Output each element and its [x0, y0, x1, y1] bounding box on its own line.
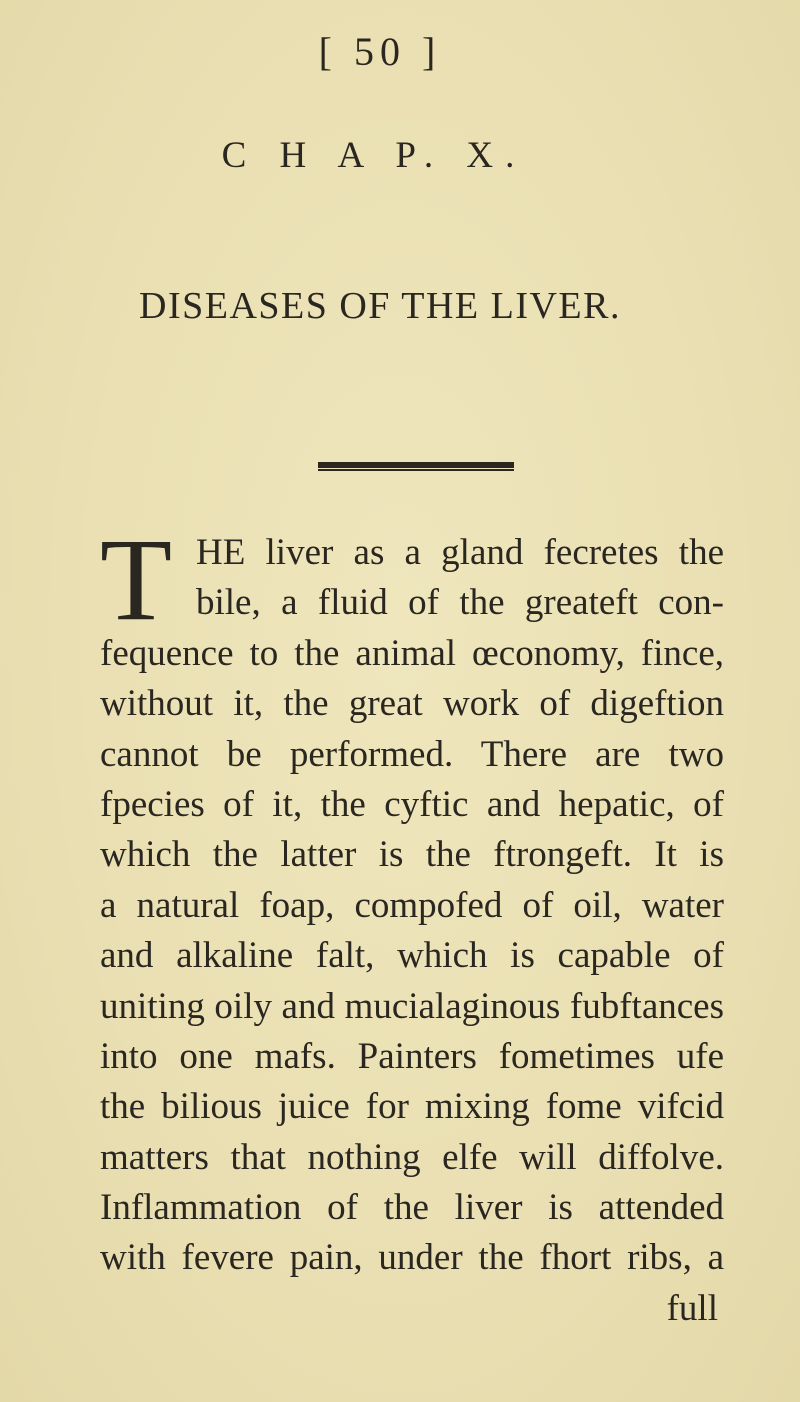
drop-cap: T [100, 534, 173, 630]
text-line: into one mafs. Painters fometimes ufe [100, 1035, 724, 1077]
text-line: Inflammation of the liver is attended [100, 1187, 724, 1229]
text-line: a natural foap, compofed of oil, water [100, 884, 724, 926]
chapter-title: DISEASES OF THE LIVER. [139, 285, 621, 327]
chapter-heading: C H A P. X. [221, 135, 527, 176]
body-text [100, 528, 724, 1334]
text-line: matters that nothing elfe will diffolve. [100, 1136, 724, 1178]
text-line: bile, a fluid of the greateft con- [196, 582, 724, 624]
text-line: the bilious juice for mixing fome vifcid [100, 1086, 724, 1128]
text-line: and alkaline falt, which is capable of [100, 935, 724, 977]
text-line: without it, the great work of digeftion [100, 683, 724, 725]
catchword: full [666, 1287, 718, 1329]
ornamental-rule [318, 462, 514, 471]
text-line: HE liver as a gland fecretes the [196, 532, 724, 573]
text-line: with fevere pain, under the fhort ribs, a [100, 1237, 724, 1279]
text-line: cannot be performed. There are two [100, 733, 724, 775]
text-line: uniting oily and mucialaginous fubftances [100, 985, 724, 1027]
page-number: [ 50 ] [318, 29, 442, 74]
text-line: which the latter is the ftrongeft. It is [100, 834, 724, 876]
text-line: fpecies of it, the cyftic and hepatic, of [100, 783, 724, 825]
text-line: fequence to the animal œconomy, fince, [100, 632, 724, 674]
